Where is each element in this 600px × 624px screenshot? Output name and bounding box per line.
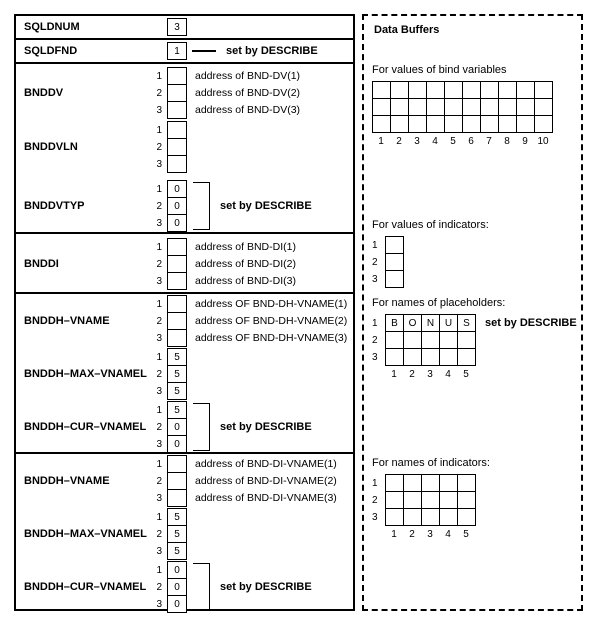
- col-index: 5: [463, 369, 469, 380]
- field-label: BNDDH–MAX–VNAMEL: [24, 368, 147, 380]
- buffer-cell: [385, 474, 404, 492]
- buffer-cell: [462, 98, 481, 116]
- buffer-cell: [498, 81, 517, 99]
- section-bnddi: [16, 234, 353, 294]
- row-annotation: address of BND-DI(3): [195, 275, 296, 287]
- buffer-cell: [444, 81, 463, 99]
- buffer-cell: [462, 81, 481, 99]
- buffer-cell: [426, 81, 445, 99]
- value-cell: 5: [167, 382, 187, 400]
- value-cell: 0: [167, 214, 187, 232]
- value-cell: [167, 295, 187, 313]
- sqldnum-row: [16, 16, 353, 40]
- value-cell: 0: [167, 418, 187, 436]
- buffer-cell: B: [385, 314, 404, 332]
- buffer-cell: [516, 115, 535, 133]
- field-group: [16, 121, 353, 173]
- value-cell: [167, 101, 187, 119]
- col-index: 5: [450, 136, 456, 147]
- field-group: [16, 508, 353, 560]
- row-index: 1: [372, 317, 378, 329]
- field-label: BNDDH–CUR–VNAMEL: [24, 581, 147, 593]
- descriptor-row: [149, 197, 187, 215]
- data-buffers-title: Data Buffers: [374, 24, 440, 36]
- value-cell: 5: [167, 348, 187, 366]
- buffer-cell: [457, 491, 476, 509]
- field-label: BNDDVLN: [24, 141, 78, 153]
- buffer-cell: N: [421, 314, 440, 332]
- row-index: 3: [156, 598, 162, 610]
- value-box-stack: [149, 401, 187, 453]
- row-index: 1: [156, 298, 162, 310]
- row-index: 3: [156, 217, 162, 229]
- field-label: BNDDH–VNAME: [24, 475, 110, 487]
- buffer-cell: [439, 491, 458, 509]
- buffer-cell: [385, 491, 404, 509]
- buffer-cell: [421, 474, 440, 492]
- row-index: 1: [156, 70, 162, 82]
- descriptor-row: [149, 272, 296, 290]
- buffer-heading: For values of indicators:: [372, 219, 489, 231]
- value-cell: [167, 329, 187, 347]
- buffer-row: [372, 474, 476, 492]
- value-cell: 0: [167, 561, 187, 579]
- buffer-cell: S: [457, 314, 476, 332]
- descriptor-row: [149, 578, 187, 596]
- sqldnum-label: SQLDNUM: [24, 21, 80, 33]
- value-cell: [167, 272, 187, 290]
- field-group: [16, 238, 353, 290]
- col-index: 1: [378, 136, 384, 147]
- buffer-cell: [534, 98, 553, 116]
- descriptor-row: [149, 348, 187, 366]
- buffer-heading: For names of placeholders:: [372, 297, 506, 309]
- field-group: [16, 295, 353, 347]
- row-annotation: address of BND-DV(2): [195, 87, 301, 99]
- sqldnum-value-cell: 3: [167, 18, 187, 36]
- field-label: BNDDI: [24, 258, 59, 270]
- buffer-cell: [390, 98, 409, 116]
- col-index: 3: [427, 369, 433, 380]
- buffer-grid: [372, 474, 476, 526]
- row-index: 1: [156, 458, 162, 470]
- descriptor-row: [149, 121, 187, 139]
- row-annotation: address of BND-DI-VNAME(3): [195, 492, 337, 504]
- col-index: 2: [409, 369, 415, 380]
- value-cell: 0: [167, 435, 187, 453]
- descriptor-panel: [14, 14, 355, 611]
- row-index: 2: [156, 421, 162, 433]
- value-box-stack: [149, 238, 296, 290]
- buffer-cell: [403, 331, 422, 349]
- value-cell: [167, 312, 187, 330]
- buffer-cell: U: [439, 314, 458, 332]
- value-cell: [167, 238, 187, 256]
- bracket-shape: [193, 182, 210, 230]
- value-cell: [167, 155, 187, 173]
- value-box-stack: [149, 295, 347, 347]
- value-box-stack: [149, 455, 337, 507]
- buffer-row: [372, 314, 577, 332]
- field-group: [16, 455, 353, 507]
- buffer-cell: [534, 81, 553, 99]
- descriptor-row: [149, 155, 187, 173]
- descriptor-row: [149, 238, 296, 256]
- buffer-cell: [385, 236, 404, 254]
- buffer-cell: [403, 474, 422, 492]
- buffer-cell: [372, 115, 391, 133]
- descriptor-row: [149, 312, 347, 330]
- row-index: 2: [156, 475, 162, 487]
- value-box-stack: [149, 561, 187, 613]
- buffer-cell: [457, 474, 476, 492]
- descriptor-row: [149, 382, 187, 400]
- field-group: [16, 67, 353, 119]
- descriptor-row: [149, 472, 337, 490]
- buffer-heading: For values of bind variables: [372, 64, 507, 76]
- col-index: 4: [432, 136, 438, 147]
- row-annotation: address of BND-DI(1): [195, 241, 296, 253]
- buffer-cell: [457, 331, 476, 349]
- row-index: 2: [372, 494, 378, 506]
- indicator-names-block: [372, 457, 490, 540]
- buffer-cell: [439, 348, 458, 366]
- descriptor-row: [149, 508, 187, 526]
- buffer-cell: [408, 81, 427, 99]
- placeholder-names-block: [372, 297, 577, 380]
- row-index: 1: [372, 477, 378, 489]
- value-cell: [167, 472, 187, 490]
- descriptor-row: [149, 214, 187, 232]
- buffer-cell: [444, 98, 463, 116]
- descriptor-row: [149, 595, 187, 613]
- descriptor-row: [149, 180, 187, 198]
- buffer-cell: [439, 331, 458, 349]
- buffer-row: [372, 508, 476, 526]
- row-index: 2: [156, 258, 162, 270]
- buffer-cell: [480, 98, 499, 116]
- descriptor-row: [149, 67, 300, 85]
- buffer-cell: [421, 331, 440, 349]
- descriptor-row: [149, 101, 300, 119]
- value-cell: [167, 138, 187, 156]
- descriptor-row: [149, 435, 187, 453]
- row-index: 3: [156, 438, 162, 450]
- value-cell: 0: [167, 595, 187, 613]
- buffer-cell: [426, 115, 445, 133]
- buffer-cell: [385, 253, 404, 271]
- value-cell: [167, 121, 187, 139]
- connector-line: [192, 50, 216, 52]
- row-index: 1: [156, 351, 162, 363]
- descriptor-row: [149, 401, 187, 419]
- descriptor-row: [149, 455, 337, 473]
- buffer-cell: [457, 508, 476, 526]
- col-index: 7: [486, 136, 492, 147]
- buffer-row: [372, 331, 577, 349]
- value-cell: [167, 84, 187, 102]
- data-buffers-panel: [362, 14, 583, 611]
- col-labels: [385, 369, 577, 380]
- value-cell: [167, 455, 187, 473]
- descriptor-row: [149, 542, 187, 560]
- sqldfnd-row: [16, 40, 353, 64]
- buffer-row: [372, 270, 404, 288]
- col-index: 8: [504, 136, 510, 147]
- buffer-heading: For names of indicators:: [372, 457, 490, 469]
- bracket-shape: [193, 403, 210, 451]
- col-index: 6: [468, 136, 474, 147]
- buffer-cell: [480, 81, 499, 99]
- buffer-note: set by DESCRIBE: [485, 317, 577, 329]
- buffer-cell: [534, 115, 553, 133]
- buffer-cell: [385, 270, 404, 288]
- buffer-cell: [403, 491, 422, 509]
- field-group: [16, 348, 353, 400]
- field-group: [16, 561, 353, 613]
- row-index: 1: [156, 183, 162, 195]
- buffer-cell: [498, 115, 517, 133]
- row-index: 1: [156, 124, 162, 136]
- col-index: 2: [396, 136, 402, 147]
- descriptor-row: [149, 365, 187, 383]
- buffer-cell: [403, 348, 422, 366]
- descriptor-row: [149, 489, 337, 507]
- value-box-stack: [149, 67, 300, 119]
- buffer-cell: [385, 331, 404, 349]
- section-bnddv: [16, 64, 353, 234]
- bind-variable-values-block: [372, 64, 553, 147]
- col-index: 1: [391, 369, 397, 380]
- descriptor-row: [149, 525, 187, 543]
- value-box-stack: [149, 180, 187, 232]
- row-index: 2: [372, 256, 378, 268]
- value-box-stack: [149, 121, 187, 173]
- row-index: 1: [156, 241, 162, 253]
- row-annotation: address of BND-DI-VNAME(2): [195, 475, 337, 487]
- col-index: 3: [427, 529, 433, 540]
- col-index: 2: [409, 529, 415, 540]
- buffer-cell: [385, 348, 404, 366]
- col-index: 3: [414, 136, 420, 147]
- row-index: 2: [156, 200, 162, 212]
- field-group: [16, 180, 353, 232]
- value-cell: [167, 67, 187, 85]
- row-index: 2: [372, 334, 378, 346]
- buffer-row: [372, 348, 577, 366]
- buffer-cell: [421, 508, 440, 526]
- row-index: 2: [156, 87, 162, 99]
- row-index: 3: [156, 385, 162, 397]
- buffer-cell: [439, 508, 458, 526]
- bracket-shape: [193, 563, 210, 611]
- value-cell: 5: [167, 365, 187, 383]
- value-cell: [167, 489, 187, 507]
- col-index: 5: [463, 529, 469, 540]
- field-label: BNDDVTYP: [24, 200, 85, 212]
- row-index: 1: [372, 239, 378, 251]
- row-index: 3: [156, 545, 162, 557]
- buffer-cell: [403, 508, 422, 526]
- buffer-cell: [421, 491, 440, 509]
- value-cell: 5: [167, 525, 187, 543]
- descriptor-row: [149, 255, 296, 273]
- col-index: 1: [391, 529, 397, 540]
- buffer-cell: [421, 348, 440, 366]
- row-annotation: address OF BND-DH-VNAME(1): [195, 298, 348, 310]
- row-index: 3: [372, 351, 378, 363]
- row-index: 3: [372, 273, 378, 285]
- value-box-stack: [149, 508, 187, 560]
- buffer-cell: [426, 98, 445, 116]
- row-annotation: address of BND-DV(1): [195, 70, 301, 82]
- section-bnddi-vname: [16, 454, 353, 613]
- field-label: BNDDH–CUR–VNAMEL: [24, 421, 147, 433]
- row-annotation: address of BND-DI(2): [195, 258, 296, 270]
- value-cell: 5: [167, 401, 187, 419]
- row-annotation: address of BND-DV(3): [195, 104, 301, 116]
- field-label: BNDDH–VNAME: [24, 315, 110, 327]
- buffer-row: [372, 253, 404, 271]
- bracket-note: set by DESCRIBE: [220, 421, 312, 433]
- buffer-cell: [385, 508, 404, 526]
- value-cell: 5: [167, 542, 187, 560]
- buffer-cell: [516, 81, 535, 99]
- buffer-cell: [498, 98, 517, 116]
- row-index: 3: [156, 275, 162, 287]
- buffer-cell: [390, 81, 409, 99]
- row-index: 2: [156, 581, 162, 593]
- buffer-grid: [372, 236, 404, 288]
- field-label: BNDDH–MAX–VNAMEL: [24, 528, 147, 540]
- buffer-cell: [462, 115, 481, 133]
- row-index: 1: [156, 511, 162, 523]
- row-index: 2: [156, 528, 162, 540]
- buffer-cell: [444, 115, 463, 133]
- row-index: 3: [372, 511, 378, 523]
- col-index: 4: [445, 529, 451, 540]
- row-index: 3: [156, 104, 162, 116]
- indicator-values-block: [372, 219, 489, 288]
- col-labels: [385, 529, 490, 540]
- buffer-row: [372, 98, 553, 116]
- buffer-cell: [408, 98, 427, 116]
- descriptor-row: [149, 138, 187, 156]
- row-index: 2: [156, 368, 162, 380]
- row-annotation: address OF BND-DH-VNAME(3): [195, 332, 348, 344]
- row-index: 3: [156, 158, 162, 170]
- value-cell: 0: [167, 197, 187, 215]
- bracket-note: set by DESCRIBE: [220, 200, 312, 212]
- col-index: 4: [445, 369, 451, 380]
- descriptor-row: [149, 418, 187, 436]
- bracket-note: set by DESCRIBE: [220, 581, 312, 593]
- sqldfnd-note: set by DESCRIBE: [226, 45, 318, 57]
- buffer-row: [372, 81, 553, 99]
- buffer-row: [372, 491, 476, 509]
- buffer-cell: [480, 115, 499, 133]
- buffer-cell: [408, 115, 427, 133]
- sqldfnd-value-cell: 1: [167, 42, 187, 60]
- row-annotation: address of BND-DI-VNAME(1): [195, 458, 337, 470]
- section-bnddh-vname: [16, 294, 353, 454]
- buffer-grid: [372, 81, 553, 133]
- value-cell: 0: [167, 180, 187, 198]
- row-index: 2: [156, 141, 162, 153]
- buffer-row: [372, 236, 404, 254]
- row-index: 2: [156, 315, 162, 327]
- row-index: 1: [156, 564, 162, 576]
- buffer-row: [372, 115, 553, 133]
- col-index: 9: [522, 136, 528, 147]
- buffer-grid: [372, 314, 577, 366]
- row-index: 3: [156, 332, 162, 344]
- value-cell: 0: [167, 578, 187, 596]
- descriptor-row: [149, 295, 347, 313]
- value-box-stack: [149, 348, 187, 400]
- field-group: [16, 401, 353, 453]
- field-label: BNDDV: [24, 87, 64, 99]
- row-annotation: address OF BND-DH-VNAME(2): [195, 315, 348, 327]
- sqldfnd-label: SQLDFND: [24, 45, 78, 57]
- value-cell: 5: [167, 508, 187, 526]
- buffer-cell: [372, 81, 391, 99]
- buffer-cell: [372, 98, 391, 116]
- buffer-cell: [390, 115, 409, 133]
- descriptor-row: [149, 84, 300, 102]
- buffer-cell: [457, 348, 476, 366]
- descriptor-row: [149, 329, 347, 347]
- row-index: 3: [156, 492, 162, 504]
- descriptor-row: [149, 561, 187, 579]
- value-cell: [167, 255, 187, 273]
- row-index: 1: [156, 404, 162, 416]
- col-labels: [372, 136, 553, 147]
- buffer-cell: O: [403, 314, 422, 332]
- buffer-cell: [439, 474, 458, 492]
- buffer-cell: [516, 98, 535, 116]
- col-index: 10: [537, 136, 549, 147]
